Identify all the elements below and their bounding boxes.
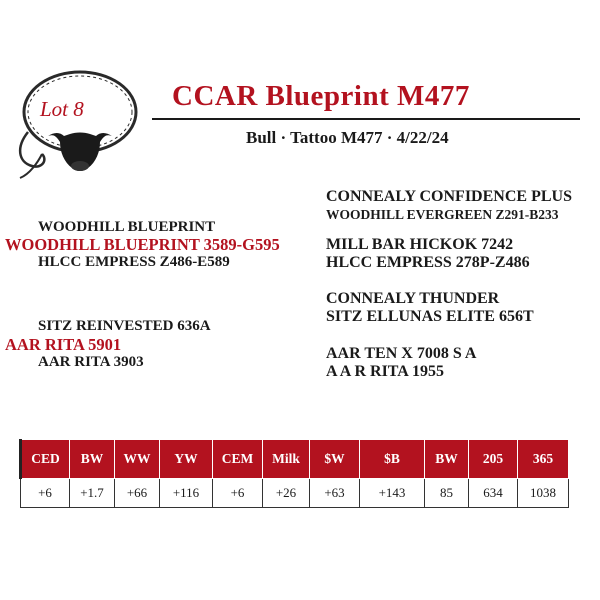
ancestor-bottom: SITZ ELLUNAS ELITE 656T	[326, 308, 534, 325]
epd-header-cem: CEM	[213, 440, 263, 479]
subject-dam-name: AAR RITA 5901	[5, 335, 122, 354]
ancestor-bottom: A A R RITA 1955	[326, 363, 444, 380]
ancestor-top: AAR TEN X 7008 S A	[326, 345, 477, 362]
page-title: CCAR Blueprint M477	[172, 80, 470, 112]
ancestor-bottom: WOODHILL EVERGREEN Z291-B233	[326, 207, 559, 222]
epd-header-row	[21, 440, 569, 479]
epd-value-row	[21, 479, 569, 508]
lot-logo	[8, 62, 148, 182]
epd-value-bw: +1.7	[70, 479, 115, 508]
epd-value-dollar-w: +63	[310, 479, 360, 508]
epd-table	[19, 439, 569, 508]
epd-value-actual-bw: 85	[425, 479, 469, 508]
epd-header-actual-bw: BW	[425, 440, 469, 479]
epd-value-milk: +26	[263, 479, 310, 508]
sire-name: WOODHILL BLUEPRINT	[38, 219, 216, 235]
bull-head-icon	[48, 133, 112, 172]
epd-value-ww: +66	[115, 479, 160, 508]
epd-header-ww: WW	[115, 440, 160, 479]
epd-value-dollar-b: +143	[360, 479, 425, 508]
ancestor-top: CONNEALY CONFIDENCE PLUS	[326, 188, 572, 205]
epd-value-205: 634	[469, 479, 518, 508]
sire-dam-name: HLCC EMPRESS Z486-E589	[38, 254, 230, 270]
epd-header-ced: CED	[21, 440, 70, 479]
epd-header-205: 205	[469, 440, 518, 479]
rope-lasso-icon	[8, 62, 148, 182]
epd-header-dollar-b: $B	[360, 440, 425, 479]
epd-header-dollar-w: $W	[310, 440, 360, 479]
lot-number: Lot 8	[40, 97, 84, 121]
subject-sire-line: WOODHILL BLUEPRINT 3589-G595	[5, 235, 280, 254]
epd-header-milk: Milk	[263, 440, 310, 479]
epd-value-cem: +6	[213, 479, 263, 508]
epd-header-yw: YW	[160, 440, 213, 479]
animal-subtitle: Bull · Tattoo M477 · 4/22/24	[246, 128, 449, 147]
epd-header-365: 365	[518, 440, 569, 479]
epd-header-bw: BW	[70, 440, 115, 479]
epd-value-ced: +6	[21, 479, 70, 508]
title-divider	[152, 118, 580, 120]
dam-sire-name: SITZ REINVESTED 636A	[38, 318, 211, 334]
dam-dam-name: AAR RITA 3903	[38, 354, 144, 370]
ancestor-bottom: HLCC EMPRESS 278P-Z486	[326, 254, 530, 271]
ancestor-top: CONNEALY THUNDER	[326, 290, 500, 307]
epd-value-365: 1038	[518, 479, 569, 508]
ancestor-top: MILL BAR HICKOK 7242	[326, 236, 514, 253]
epd-value-yw: +116	[160, 479, 213, 508]
